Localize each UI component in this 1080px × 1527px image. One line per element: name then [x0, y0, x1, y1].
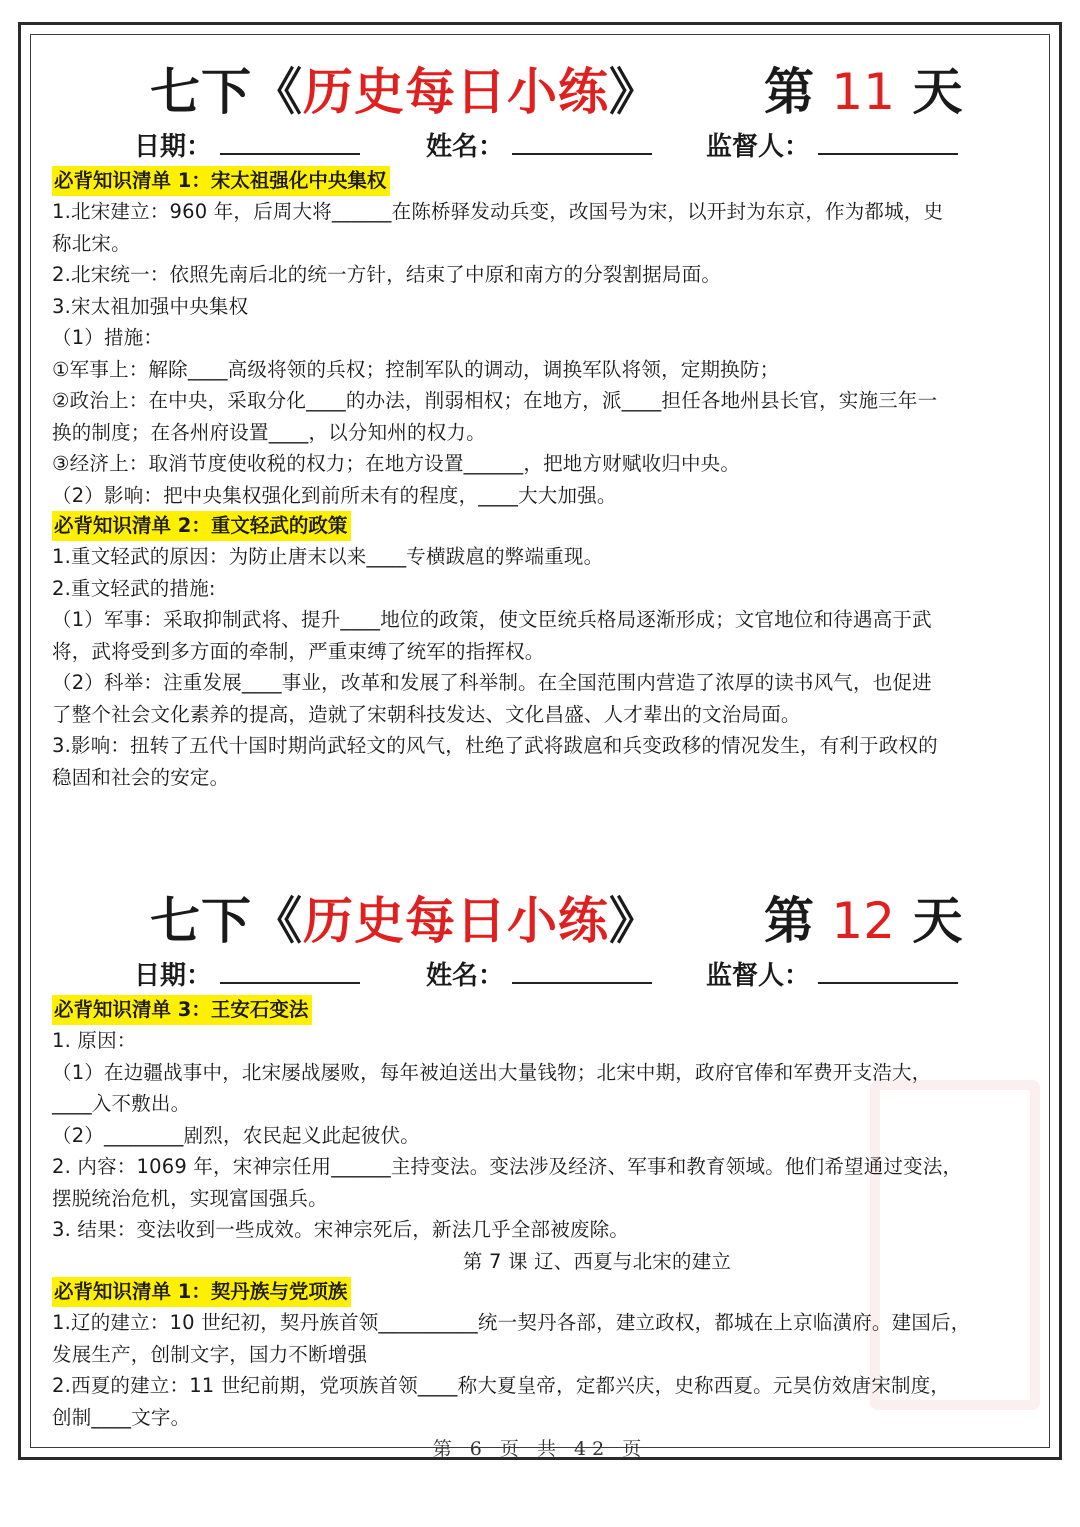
- day12-title-row: [52, 875, 1032, 955]
- date-blank[interactable]: [220, 131, 360, 155]
- section-heading: 必背知识清单 2：重文轻武的政策: [52, 511, 351, 541]
- section-heading: 必背知识清单 1：契丹族与党项族: [52, 1277, 351, 1307]
- text-line: 了整个社会文化素养的提高，造就了宋朝科技发达、文化昌盛、人才辈出的文治局面。: [52, 702, 801, 726]
- text-line: 1.北宋建立：960 年，后周大将______在陈桥驿发动兵变，改国号为宋，以开封为东京，作为都城，史: [52, 200, 944, 223]
- text-line: 发展生产，创制文字，国力不断增强: [52, 1342, 368, 1366]
- text-line: （2）________剧烈，农民起义此起彼伏。: [52, 1123, 421, 1147]
- worksheet-content: [52, 46, 1032, 1433]
- text-line: ③经济上：取消节度使收税的权力；在地方设置______，把地方财赋收归中央。: [52, 452, 741, 475]
- section-heading: 必背知识清单 3：王安石变法: [52, 995, 312, 1025]
- lesson-title: 第 7 课 辽、西夏与北宋的建立: [462, 1249, 732, 1273]
- text-line: 创制____文字。: [52, 1405, 191, 1429]
- day11-date-field[interactable]: 日期：: [134, 126, 360, 163]
- text-line: （2）影响：把中央集权强化到前所未有的程度，____大大加强。: [52, 483, 617, 507]
- text-line: 3.宋太祖加强中央集权: [52, 294, 249, 318]
- name-blank[interactable]: [512, 131, 652, 155]
- text-line: 将，武将受到多方面的牵制，严重束缚了统军的指挥权。: [52, 639, 545, 663]
- name-blank[interactable]: [512, 960, 652, 984]
- text-line: 2. 内容：1069 年，宋神宗任用______主持变法。变法涉及经济、军事和教育领域。他们希望通过变法，: [52, 1155, 963, 1178]
- day12-supervisor-field[interactable]: 监督人：: [706, 955, 958, 992]
- text-line: 3. 结果：变法收到一些成效。宋神宗死后，新法几乎全部被废除。: [52, 1218, 630, 1241]
- day12-title: 七下《历史每日小练》: [150, 892, 660, 950]
- supervisor-blank[interactable]: [818, 960, 958, 984]
- day12-day-label: 第 12 天: [764, 892, 963, 950]
- day11-info-row: [52, 126, 1032, 166]
- text-line: （2）科举：注重发展____事业，改革和发展了科举制。在全国范围内营造了浓厚的读书风气，也促进: [52, 671, 932, 694]
- supervisor-blank[interactable]: [818, 131, 958, 155]
- day12-info-row: [52, 955, 1032, 995]
- text-line: 2.北宋统一：依照先南后北的统一方针，结束了中原和南方的分裂割据局面。: [52, 263, 722, 286]
- day11-supervisor-field[interactable]: 监督人：: [706, 126, 958, 163]
- text-line: （1）军事：采取抑制武将、提升____地位的政策，使文臣统兵格局逐渐形成；文官地位和待遇高于武: [52, 608, 932, 631]
- text-line: ____入不敷出。: [52, 1092, 191, 1115]
- day11-day-label: 第 11 天: [764, 63, 963, 121]
- text-line: 1.重文轻武的原因：为防止唐末以来____专横跋扈的弊端重现。: [52, 545, 604, 568]
- day11-name-field[interactable]: 姓名：: [426, 126, 652, 163]
- page-footer: 第 6 页 共 42 页: [432, 1438, 648, 1460]
- section-heading: 必背知识清单 1：宋太祖强化中央集权: [52, 166, 390, 196]
- text-line: （1）在边疆战事中，北宋屡战屡败，每年被迫送出大量钱物；北宋中期，政府官俸和军费开支浩大，: [52, 1060, 932, 1084]
- text-line: 2.重文轻武的措施:: [52, 576, 216, 600]
- text-line: 换的制度；在各州府设置____，以分知州的权力。: [52, 420, 486, 444]
- day12-name-field[interactable]: 姓名：: [426, 955, 652, 992]
- text-line: 2.西夏的建立：11 世纪前期，党项族首领____称大夏皇帝，定都兴庆，史称西夏。元昊仿效唐宋制度，: [52, 1374, 951, 1397]
- text-line: 摆脱统治危机，实现富国强兵。: [52, 1186, 328, 1210]
- text-line: ②政治上：在中央，采取分化____的办法，削弱相权；在地方，派____担任各地州县长官，实施三年一: [52, 389, 938, 412]
- text-line: 1. 原因：: [52, 1029, 137, 1052]
- day12-date-field[interactable]: 日期：: [134, 955, 360, 992]
- text-line: 1.辽的建立：10 世纪初，契丹族首领__________统一契丹各部，建立政权，都城在上京临潢府。建国后，: [52, 1311, 971, 1334]
- spacer: [52, 793, 1032, 875]
- date-blank[interactable]: [220, 960, 360, 984]
- text-line: 称北宋。: [52, 231, 131, 255]
- text-line: 稳固和社会的安定。: [52, 765, 230, 789]
- day11-title: 七下《历史每日小练》: [150, 63, 660, 121]
- text-line: 3.影响：扭转了五代十国时期尚武轻文的风气，杜绝了武将跋扈和兵变政移的情况发生，有利于政权的: [52, 734, 938, 757]
- day11-title-row: [52, 46, 1032, 126]
- text-line: （1）措施：: [52, 326, 164, 349]
- text-line: ①军事上：解除____高级将领的兵权；控制军队的调动，调换军队将领，定期换防；: [52, 357, 780, 381]
